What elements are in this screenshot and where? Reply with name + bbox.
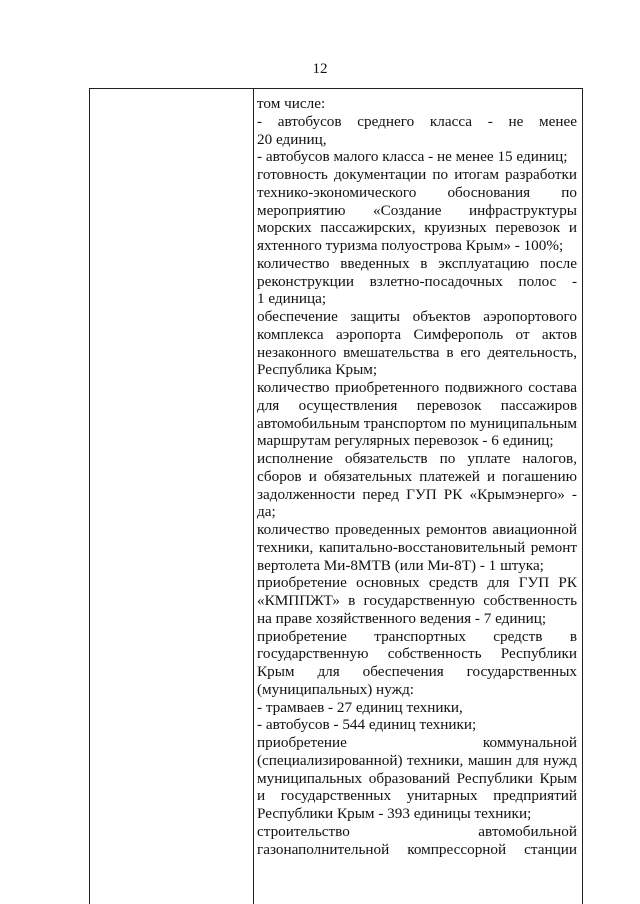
- text-line: (специализированной) техники, машин для нужд: [257, 751, 577, 769]
- text-line: да;: [257, 503, 276, 521]
- text-line: Республика Крым;: [257, 361, 378, 379]
- text-line: 20 единиц,: [257, 130, 327, 148]
- text-line: автомобильным транспортом по муниципальным: [257, 414, 577, 432]
- text-line: количество проведенных ремонтов авиационной: [257, 521, 577, 538]
- text-line: технико-экономического обоснования по: [257, 183, 577, 201]
- text-line: (муниципальных) нужд:: [257, 680, 415, 698]
- text-line: приобретение основных средств для ГУП РК: [257, 574, 577, 592]
- text-line: Крым для обеспечения государственных: [257, 663, 577, 680]
- text-line: газонаполнительной компрессорной станции: [257, 840, 577, 858]
- text-line: обеспечение защиты объектов аэропортового: [257, 308, 577, 325]
- text-line: незаконного вмешательства в его деятельность,: [257, 343, 577, 361]
- text-line: «КМППЖТ» в государственную собственность: [257, 592, 577, 609]
- right-column-cell: [257, 95, 577, 858]
- text-line: Республики Крым - 393 единицы техники;: [257, 805, 532, 822]
- text-line: исполнение обязательств по уплате налогов,: [257, 450, 577, 467]
- text-line: количество приобретенного подвижного состава: [257, 379, 577, 396]
- text-line: 1 единица;: [257, 290, 327, 308]
- text-line: - автобусов малого класса - не менее 15 единиц;: [257, 148, 568, 166]
- text-line: морских пассажирских, круизных перевозок и: [257, 219, 577, 237]
- text-line: маршрутам регулярных перевозок - 6 единиц;: [257, 432, 554, 450]
- text-line: вертолета Ми-8МТВ (или Ми-8Т) - 1 штука;: [257, 556, 544, 574]
- text-line: задолженности перед ГУП РК «Крымэнерго» -: [257, 485, 577, 503]
- text-line: приобретение коммунальной: [257, 734, 577, 751]
- document-table: [89, 88, 583, 904]
- text-line: том числе:: [257, 95, 326, 112]
- page-number: 12: [312, 61, 328, 77]
- text-line: - трамваев - 27 единиц техники,: [257, 698, 463, 716]
- column-divider: [253, 89, 254, 904]
- text-line: - автобусов среднего класса - не менее: [257, 112, 577, 130]
- text-line: готовность документации по итогам разработки: [257, 166, 577, 183]
- text-line: реконструкции взлетно-посадочных полос -: [257, 272, 577, 290]
- text-line: комплекса аэропорта Симферополь от актов: [257, 325, 577, 343]
- text-line: сборов и обязательных платежей и погашению: [257, 467, 577, 485]
- text-line: - автобусов - 544 единиц техники;: [257, 716, 477, 734]
- text-line: государственную собственность Республики: [257, 645, 577, 663]
- text-line: техники, капитально-восстановительный ремонт: [257, 538, 577, 556]
- text-line: для осуществления перевозок пассажиров: [257, 396, 577, 414]
- text-line: количество введенных в эксплуатацию после: [257, 254, 577, 272]
- text-line: на праве хозяйственного ведения - 7 единиц;: [257, 609, 547, 627]
- left-column-cell: [90, 89, 253, 904]
- text-line: яхтенного туризма полуострова Крым» - 100%;: [257, 237, 564, 254]
- text-line: мероприятию «Создание инфраструктуры: [257, 201, 577, 219]
- text-line: строительство автомобильной: [257, 822, 577, 840]
- text-line: приобретение транспортных средств в: [257, 627, 577, 645]
- text-line: и государственных унитарных предприятий: [257, 787, 577, 805]
- text-line: муниципальных образований Республики Крым: [257, 769, 577, 787]
